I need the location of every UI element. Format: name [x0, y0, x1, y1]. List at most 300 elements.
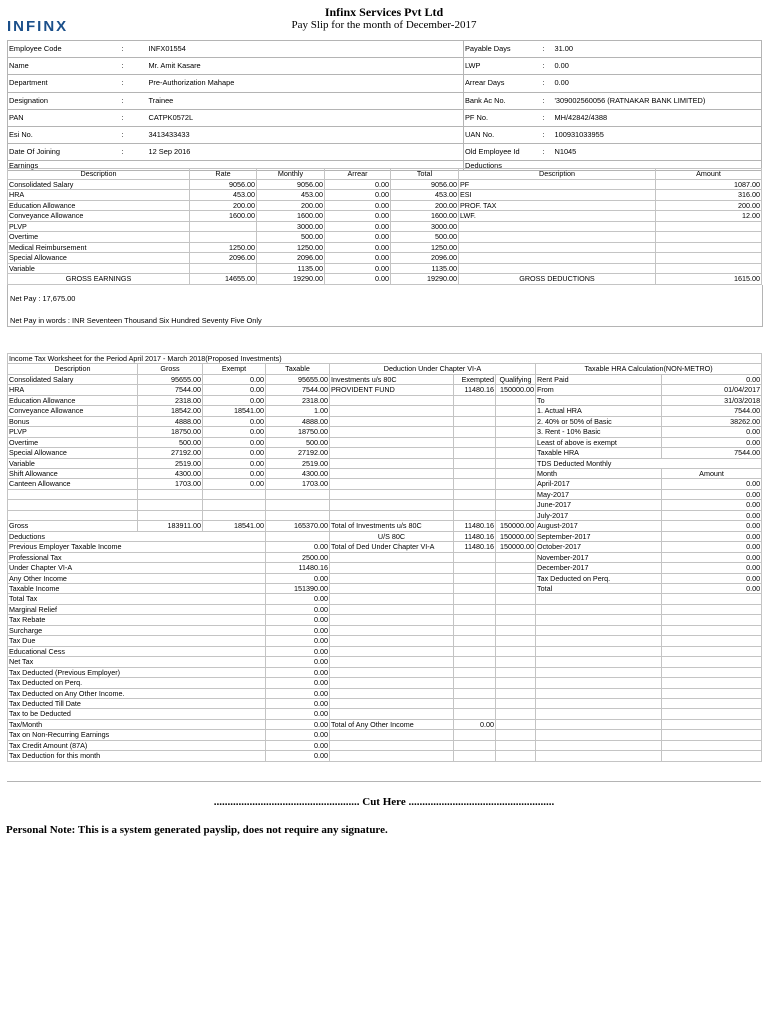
empty-cell [496, 583, 536, 593]
worksheet-row [8, 709, 762, 719]
deductions-label: Deductions [464, 161, 762, 171]
hra-tds-description: 1. Actual HRA [536, 406, 662, 416]
empty-cell [454, 395, 496, 405]
empty-cell [662, 646, 762, 656]
worksheet-row [8, 604, 762, 614]
earning-description: Overtime [8, 232, 190, 243]
income-amount: 2318.00 [266, 395, 330, 405]
worksheet-row [8, 395, 762, 405]
empty-cell [662, 740, 762, 750]
deduction-description: PF [459, 179, 656, 190]
earning-amount: 200.00 [190, 200, 257, 211]
empty-cell [536, 688, 662, 698]
empty-cell [266, 489, 330, 499]
summary-label: Tax Deducted on Perq. [8, 678, 266, 688]
earning-amount: 3000.00 [257, 221, 325, 232]
empty-cell [454, 489, 496, 499]
empty-cell [496, 448, 536, 458]
income-amount: 95655.00 [266, 374, 330, 384]
empty-cell [454, 448, 496, 458]
worksheet-row [8, 615, 762, 625]
empty-cell [496, 500, 536, 510]
income-tax-worksheet [7, 353, 762, 762]
earning-description: Education Allowance [8, 200, 190, 211]
earning-amount: 1135.00 [391, 263, 459, 274]
earnings-row [8, 211, 762, 222]
summary-amount: 0.00 [266, 709, 330, 719]
worksheet-row [8, 374, 762, 384]
empty-cell [496, 625, 536, 635]
earnings-header-row [8, 169, 762, 180]
income-amount: 4300.00 [138, 468, 203, 478]
earning-amount: 1250.00 [391, 242, 459, 253]
summary-label: Taxable Income [8, 583, 266, 593]
empty-cell [536, 709, 662, 719]
empty-cell [656, 253, 762, 264]
empty-cell [536, 594, 662, 604]
hra-tds-amount: 0.00 [662, 563, 762, 573]
colon: : [121, 127, 148, 144]
income-amount: 4888.00 [266, 416, 330, 426]
empty-cell [496, 468, 536, 478]
empty-cell [662, 594, 762, 604]
empty-cell [8, 489, 138, 499]
worksheet-row [8, 625, 762, 635]
empty-cell [459, 242, 656, 253]
empty-cell [454, 594, 496, 604]
empty-cell [454, 458, 496, 468]
earning-amount [190, 232, 257, 243]
empty-cell [330, 406, 454, 416]
empty-cell [330, 730, 454, 740]
income-amount: 18750.00 [138, 427, 203, 437]
colon: : [542, 127, 554, 144]
summary-amount: 0.00 [266, 730, 330, 740]
worksheet-row [8, 751, 762, 761]
gross-amount: 19290.00 [391, 274, 459, 285]
earning-amount: 9056.00 [257, 179, 325, 190]
separator-line [7, 781, 761, 782]
earnings-row [8, 263, 762, 274]
empty-cell [496, 437, 536, 447]
hra-tds-description: Total [536, 583, 662, 593]
column-header: Gross [138, 364, 203, 374]
empty-cell [496, 489, 536, 499]
chapter-description: Total of Ded Under Chapter VI-A [330, 542, 454, 552]
worksheet-row [8, 688, 762, 698]
hra-tds-amount: 0.00 [662, 531, 762, 541]
hra-tds-amount: 0.00 [662, 500, 762, 510]
hra-tds-amount: 01/04/2017 [662, 385, 762, 395]
gross-amount: 19290.00 [257, 274, 325, 285]
income-description: Special Allowance [8, 448, 138, 458]
earning-amount: 0.00 [325, 221, 391, 232]
earning-amount: 0.00 [325, 263, 391, 274]
empty-cell [496, 510, 536, 520]
field-label: PF No. [464, 109, 542, 126]
empty-cell [454, 573, 496, 583]
worksheet-row [8, 479, 762, 489]
earning-amount: 1135.00 [257, 263, 325, 274]
empty-cell [496, 552, 536, 562]
field-label: Bank Ac No. [464, 92, 542, 109]
gross-deductions-amount: 1615.00 [656, 274, 762, 285]
worksheet-title: Income Tax Worksheet for the Period April 2017 - March 2018(Proposed Investments) [8, 354, 762, 364]
worksheet-header-row [8, 364, 762, 374]
empty-cell [330, 395, 454, 405]
summary-amount: 0.00 [266, 615, 330, 625]
empty-cell [656, 221, 762, 232]
hra-tds-description: Month [536, 468, 662, 478]
colon: : [121, 58, 148, 75]
empty-cell [536, 615, 662, 625]
empty-cell [496, 698, 536, 708]
worksheet-row [8, 730, 762, 740]
empty-cell [536, 751, 662, 761]
empty-cell [454, 563, 496, 573]
summary-amount: 0.00 [266, 646, 330, 656]
empty-cell [496, 740, 536, 750]
empty-cell [662, 678, 762, 688]
empty-cell [330, 615, 454, 625]
chapter-amount: 150000.00 [496, 385, 536, 395]
hra-tds-amount: 0.00 [662, 427, 762, 437]
field-value: Trainee [148, 92, 464, 109]
hra-tds-description: July-2017 [536, 510, 662, 520]
empty-cell [138, 489, 203, 499]
empty-cell [330, 427, 454, 437]
summary-amount: 0.00 [266, 688, 330, 698]
hra-tds-amount: 0.00 [662, 573, 762, 583]
summary-label: Marginal Relief [8, 604, 266, 614]
empty-cell [330, 678, 454, 688]
empty-cell [454, 406, 496, 416]
chapter-amount: Exempted [454, 374, 496, 384]
empty-cell [496, 719, 536, 729]
hra-tds-description: Taxable HRA [536, 448, 662, 458]
summary-label: Tax Deducted Till Date [8, 698, 266, 708]
income-amount: 0.00 [203, 468, 266, 478]
earning-amount [190, 263, 257, 274]
hra-tds-description: From [536, 385, 662, 395]
empty-cell [454, 646, 496, 656]
earning-amount: 1250.00 [257, 242, 325, 253]
hra-tds-description: December-2017 [536, 563, 662, 573]
summary-amount: 11480.16 [266, 563, 330, 573]
field-label: LWP [464, 58, 542, 75]
empty-cell [496, 615, 536, 625]
income-description: Shift Allowance [8, 468, 138, 478]
income-amount: 2519.00 [138, 458, 203, 468]
income-amount: 0.00 [203, 385, 266, 395]
empty-cell [662, 636, 762, 646]
earning-description: Consolidated Salary [8, 179, 190, 190]
summary-label: Tax Deducted on Any Other Income. [8, 688, 266, 698]
earnings-row [8, 253, 762, 264]
empty-cell [662, 719, 762, 729]
empty-cell [496, 636, 536, 646]
summary-label: Total Tax [8, 594, 266, 604]
hra-tds-amount: 0.00 [662, 374, 762, 384]
hra-tds-description: October-2017 [536, 542, 662, 552]
earning-amount: 1250.00 [190, 242, 257, 253]
info-row [8, 41, 762, 58]
info-row [8, 127, 762, 144]
earnings-row [8, 179, 762, 190]
info-row [8, 144, 762, 161]
earning-amount: 0.00 [325, 253, 391, 264]
empty-cell [330, 573, 454, 583]
empty-cell [138, 500, 203, 510]
empty-cell [8, 510, 138, 520]
empty-cell [454, 688, 496, 698]
income-amount: 0.00 [203, 458, 266, 468]
gross-row [8, 274, 762, 285]
empty-cell [496, 563, 536, 573]
colon: : [121, 92, 148, 109]
gross-deductions-label: GROSS DEDUCTIONS [459, 274, 656, 285]
deduction-description: ESI [459, 190, 656, 201]
empty-cell [454, 552, 496, 562]
hra-tds-amount: 0.00 [662, 552, 762, 562]
earning-amount: 1600.00 [257, 211, 325, 222]
gross-amount: 14655.00 [190, 274, 257, 285]
field-value: INFX01554 [148, 41, 464, 58]
chapter-description: PROVIDENT FUND [330, 385, 454, 395]
worksheet-row [8, 636, 762, 646]
worksheet-row [8, 573, 762, 583]
earning-amount: 453.00 [257, 190, 325, 201]
field-label: Payable Days [464, 41, 542, 58]
hra-tds-description: 2. 40% or 50% of Basic [536, 416, 662, 426]
income-amount: 0.00 [203, 427, 266, 437]
worksheet-row [8, 563, 762, 573]
hra-tds-amount: 0.00 [662, 521, 762, 531]
empty-cell [662, 604, 762, 614]
chapter-amount: 150000.00 [496, 542, 536, 552]
empty-cell [496, 646, 536, 656]
empty-cell [454, 615, 496, 625]
empty-cell [266, 500, 330, 510]
hra-tds-description: May-2017 [536, 489, 662, 499]
earning-amount [190, 221, 257, 232]
colon: : [542, 92, 554, 109]
empty-cell [459, 253, 656, 264]
income-amount: 0.00 [203, 395, 266, 405]
chapter-amount: 150000.00 [496, 531, 536, 541]
field-value: 3413433433 [148, 127, 464, 144]
summary-amount: 0.00 [266, 667, 330, 677]
chapter-description: Total of Any Other Income [330, 719, 454, 729]
income-amount: 0.00 [203, 416, 266, 426]
field-label: PAN [8, 109, 121, 126]
worksheet-row [8, 657, 762, 667]
worksheet-row [8, 531, 762, 541]
worksheet-row [8, 740, 762, 750]
income-amount: 18750.00 [266, 427, 330, 437]
empty-cell [454, 427, 496, 437]
hra-tds-description: To [536, 395, 662, 405]
empty-cell [203, 510, 266, 520]
worksheet-row [8, 416, 762, 426]
hra-tds-description: Least of above is exempt [536, 437, 662, 447]
earning-amount: 200.00 [391, 200, 459, 211]
worksheet-row [8, 437, 762, 447]
summary-amount: 151390.00 [266, 583, 330, 593]
column-header: Total [391, 169, 459, 180]
empty-cell [330, 583, 454, 593]
cut-here-line: ..................................................... Cut Here ..................................................... [213, 796, 555, 808]
chapter-description: Investments u/s 80C [330, 374, 454, 384]
income-amount: 7544.00 [138, 385, 203, 395]
chapter-amount: 11480.16 [454, 531, 496, 541]
empty-cell [330, 489, 454, 499]
empty-cell [330, 510, 454, 520]
field-label: Date Of Joining [8, 144, 121, 161]
summary-label: Tax on Non-Recurring Earnings [8, 730, 266, 740]
income-amount: 1703.00 [138, 479, 203, 489]
field-label: Old Employee Id [464, 144, 542, 161]
field-value: 0.00 [554, 58, 762, 75]
empty-cell [536, 678, 662, 688]
income-amount: 500.00 [266, 437, 330, 447]
empty-cell [330, 625, 454, 635]
worksheet-row [8, 468, 762, 478]
net-pay-section [7, 285, 763, 327]
worksheet-title-row [8, 354, 762, 364]
hra-tds-amount: 0.00 [662, 510, 762, 520]
income-amount: 18542.00 [138, 406, 203, 416]
income-amount: 7544.00 [266, 385, 330, 395]
empty-cell [330, 688, 454, 698]
empty-cell [8, 500, 138, 510]
column-header: Taxable [266, 364, 330, 374]
field-value: CATPK0572L [148, 109, 464, 126]
empty-cell [662, 709, 762, 719]
colon: : [542, 41, 554, 58]
field-value: 100931033955 [554, 127, 762, 144]
summary-label: Any Other Income [8, 573, 266, 583]
empty-cell [454, 709, 496, 719]
summary-amount: 2500.00 [266, 552, 330, 562]
empty-cell [662, 657, 762, 667]
chapter-header: Deduction Under Chapter VI-A [330, 364, 536, 374]
summary-label: Educational Cess [8, 646, 266, 656]
income-description: Overtime [8, 437, 138, 447]
empty-cell [454, 657, 496, 667]
colon: : [542, 109, 554, 126]
empty-cell [656, 232, 762, 243]
empty-cell [496, 709, 536, 719]
field-value: MH/42842/4388 [554, 109, 762, 126]
empty-cell [496, 751, 536, 761]
earning-amount: 453.00 [391, 190, 459, 201]
summary-amount: 0.00 [266, 625, 330, 635]
income-amount: 500.00 [138, 437, 203, 447]
empty-cell [330, 667, 454, 677]
summary-amount: 0.00 [266, 573, 330, 583]
info-row [8, 58, 762, 75]
empty-cell [330, 709, 454, 719]
worksheet-row [8, 542, 762, 552]
income-amount: 0.00 [203, 448, 266, 458]
empty-cell [330, 698, 454, 708]
empty-cell [330, 646, 454, 656]
colon: : [121, 75, 148, 92]
empty-cell [496, 479, 536, 489]
empty-cell [496, 416, 536, 426]
field-label: UAN No. [464, 127, 542, 144]
summary-label: Tax to be Deducted [8, 709, 266, 719]
company-logo: INFINX [7, 18, 69, 35]
summary-label: Tax Due [8, 636, 266, 646]
field-label: Department [8, 75, 121, 92]
colon: : [542, 75, 554, 92]
worksheet-row [8, 583, 762, 593]
earning-amount: 1600.00 [190, 211, 257, 222]
income-description: HRA [8, 385, 138, 395]
earning-amount: 500.00 [257, 232, 325, 243]
gross-amount: 0.00 [325, 274, 391, 285]
earning-description: Variable [8, 263, 190, 274]
gross-amount: 18541.00 [203, 521, 266, 531]
earning-description: Special Allowance [8, 253, 190, 264]
empty-cell [536, 740, 662, 750]
empty-cell [656, 242, 762, 253]
earning-amount: 2096.00 [257, 253, 325, 264]
deductions-label: Deductions [8, 531, 266, 541]
field-value: N1045 [554, 144, 762, 161]
gross-label: Gross [8, 521, 138, 531]
empty-cell [138, 510, 203, 520]
field-value: 0.00 [554, 75, 762, 92]
hra-tds-description: June-2017 [536, 500, 662, 510]
earning-description: PLVP [8, 221, 190, 232]
empty-cell [330, 458, 454, 468]
earning-description: Conveyance Allowance [8, 211, 190, 222]
summary-amount: 0.00 [266, 719, 330, 729]
summary-amount: 0.00 [266, 698, 330, 708]
empty-cell [662, 751, 762, 761]
worksheet-row [8, 385, 762, 395]
earnings-label: Earnings [8, 161, 464, 171]
empty-cell [496, 594, 536, 604]
earning-amount: 0.00 [325, 242, 391, 253]
empty-cell [330, 636, 454, 646]
chapter-amount: 11480.16 [454, 521, 496, 531]
income-description: Variable [8, 458, 138, 468]
deduction-description: PROF. TAX [459, 200, 656, 211]
hra-tds-description: April-2017 [536, 479, 662, 489]
summary-label: Tax/Month [8, 719, 266, 729]
summary-label: Net Tax [8, 657, 266, 667]
income-description: PLVP [8, 427, 138, 437]
hra-tds-description: Rent Paid [536, 374, 662, 384]
field-label: Esi No. [8, 127, 121, 144]
deduction-amount: 316.00 [656, 190, 762, 201]
employee-info-table [7, 40, 762, 171]
colon: : [542, 58, 554, 75]
field-label: Employee Code [8, 41, 121, 58]
column-header: Description [8, 169, 190, 180]
empty-cell [459, 263, 656, 274]
empty-cell [203, 489, 266, 499]
column-header: Rate [190, 169, 257, 180]
deduction-amount: 200.00 [656, 200, 762, 211]
empty-cell [454, 678, 496, 688]
summary-amount: 0.00 [266, 636, 330, 646]
colon: : [121, 109, 148, 126]
